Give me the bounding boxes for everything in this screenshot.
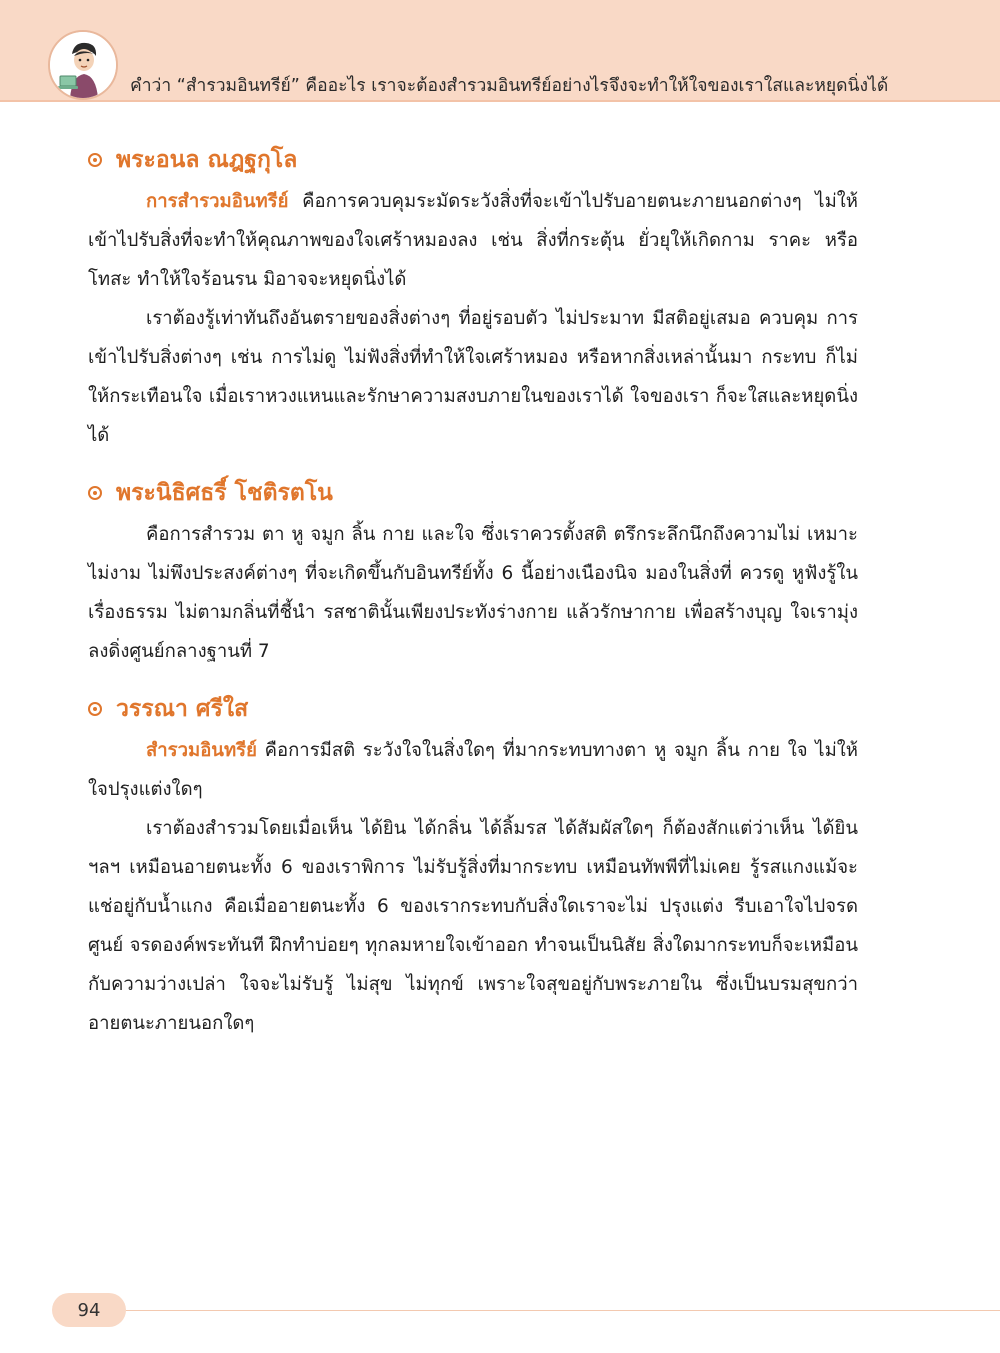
paragraph-text: คือการสำรวม ตา หู จมูก ลิ้น กาย และใจ ซึ่งเราควรตั้งสติ ตรึกระลึกนึกถึงความไม่ เหมาะ ไม่งาม ไม่พึงประสงค์ต่างๆ ที่จะเกิดขึ้นกับอินทรีย์ทั้ง 6 นี้อย่างเนืองนิจ มองในสิ่งที่ ควรดู หูฟังรู้ในเรื่องธรรม ไม่ตามกลิ่นที่ชี้นำ รสชาตินั้นเพียงประทังร่างกาย แล้วรักษากาย เพื่อสร้างบุญ ใจเรามุ่งลงดิ่งศูนย์กลางฐานที่ 7: [88, 524, 858, 662]
paragraph: [88, 299, 858, 455]
key-term: สำรวมอินทรีย์: [146, 740, 257, 761]
paragraph-text: คือการมีสติ ระวังใจในสิ่งใดๆ ที่มากระทบทางตา หู จมูก ลิ้น กาย ใจ ไม่ให้ใจปรุงแต่งใดๆ: [88, 740, 858, 800]
boy-cartoon-icon: [48, 30, 118, 100]
paragraph-text: เราต้องรู้เท่าทันถึงอันตรายของสิ่งต่างๆ ที่อยู่รอบตัว ไม่ประมาท มีสติอยู่เสมอ ควบคุม การเข้าไปรับสิ่งต่างๆ เช่น การไม่ดู ไม่ฟังสิ่งที่ทำให้ใจเศร้าหมอง หรือหากสิ่งเหล่านั้นมา กระทบ ก็ไม่ให้กระเทือนใจ เมื่อเราหวงแหนและรักษาความสงบภายในของเราได้ ใจของเรา ก็จะใสและหยุดนิ่งได้: [88, 308, 858, 446]
section-heading: [88, 140, 858, 180]
section-heading: [88, 473, 858, 513]
paragraph: [88, 731, 858, 809]
section-3: [88, 689, 858, 1043]
key-term: การสำรวมอินทรีย์: [146, 191, 289, 212]
section-heading: [88, 689, 858, 729]
section-author: พระนิธิศธรี์ โชติรตโน: [116, 480, 333, 506]
paragraph: [88, 515, 858, 671]
section-1: [88, 140, 858, 455]
main-content: [88, 140, 858, 1061]
page-number: 94: [52, 1293, 126, 1327]
bullet-icon: [88, 486, 102, 500]
footer-divider: [96, 1310, 1000, 1311]
bullet-icon: [88, 702, 102, 716]
section-author: วรรณา ศรีใส: [116, 696, 249, 722]
bullet-icon: [88, 153, 102, 167]
header-question-title: คำว่า “สำรวมอินทรีย์” คืออะไร เราจะต้องสำรวมอินทรีย์อย่างไรจึงจะทำให้ใจของเราใสและหยุดนิ่งได้: [130, 76, 889, 96]
section-2: [88, 473, 858, 671]
paragraph-text: คือการควบคุมระมัดระวังสิ่งที่จะเข้าไปรับอายตนะภายนอกต่างๆ ไม่ให้เข้าไปรับสิ่งที่จะทำให้คุณภาพของใจเศร้าหมองลง เช่น สิ่งที่กระตุ้น ยั่วยุให้เกิดกาม ราคะ หรือโทสะ ทำให้ใจร้อนรน มิอาจจะหยุดนิ่งได้: [88, 191, 858, 290]
paragraph: [88, 809, 858, 1043]
paragraph-text: เราต้องสำรวมโดยเมื่อเห็น ได้ยิน ได้กลิ่น ได้ลิ้มรส ได้สัมผัสใดๆ ก็ต้องสักแต่ว่าเห็น ได้ยิน ฯลฯ เหมือนอายตนะทั้ง 6 ของเราพิการ ไม่รับรู้สิ่งที่มากระทบ เหมือนทัพพีที่ไม่เคย รู้รสแกงแม้จะแช่อยู่กับน้ำแกง คือเมื่ออายตนะทั้ง 6 ของเรากระทบกับสิ่งใดเราจะไม่ ปรุงแต่ง รีบเอาใจไปจรดศูนย์ จรดองค์พระทันที ฝึกทำบ่อยๆ ทุกลมหายใจเข้าออก ทำจนเป็นนิสัย สิ่งใดมากระทบก็จะเหมือนกับความว่างเปล่า ใจจะไม่รับรู้ ไม่สุข ไม่ทุกข์ เพราะใจสุขอยู่กับพระภายใน ซึ่งเป็นบรมสุขกว่าอายตนะภายนอกใดๆ: [88, 818, 858, 1034]
paragraph: [88, 182, 858, 299]
section-author: พระอนล ณฎฐกุโล: [116, 147, 298, 173]
